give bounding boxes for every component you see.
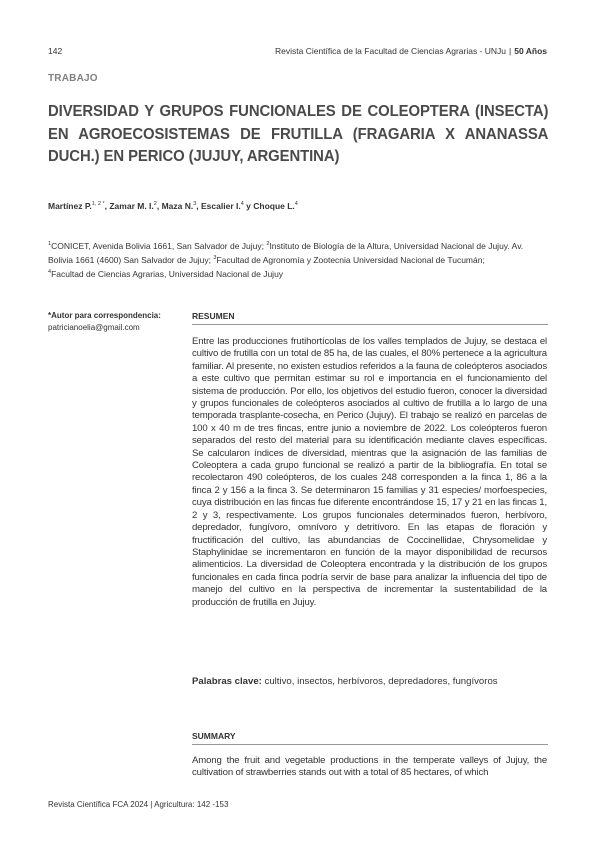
author-separator: y <box>243 201 254 211</box>
author-name: Maza N. <box>161 201 194 211</box>
running-header <box>275 46 547 56</box>
affiliation-mark: 4 <box>48 268 52 275</box>
footer-journal: Revista Científica FCA 2024 <box>48 800 149 809</box>
affiliation-mark: 3 <box>213 254 217 261</box>
affiliation-text: Instituto de Biología de la Altura, Universidad Nacional de Jujuy. Av. Bolivia 1661 (4600) San Salvador de Jujuy; <box>48 240 524 265</box>
keywords-text: cultivo, insectos, herbívoros, depredadores, fungívoros <box>261 676 498 687</box>
affiliations <box>48 238 548 279</box>
author-name: Zamar M. I. <box>109 201 154 211</box>
affiliation-text: Facultad de Agronomía y Zootecnia Universidad Nacional de Tucumán; <box>216 254 485 265</box>
author-affiliation-mark: 1, 2 * <box>91 201 105 208</box>
keywords-line <box>192 676 548 687</box>
author-separator: , <box>196 201 202 211</box>
author-separator: , <box>104 201 110 211</box>
abstract-heading: RESUMEN <box>192 311 235 321</box>
author-affiliation-mark: 2 <box>153 201 157 208</box>
author-affiliation-mark: 4 <box>294 201 298 208</box>
abstract-divider <box>192 324 548 325</box>
author-affiliation-mark: 4 <box>240 201 244 208</box>
page-footer <box>48 800 228 809</box>
summary-body: Among the fruit and vegetable productions in the temperate valleys of Jujuy, the cultivation of strawberries stands out with a total of 85 hectares, of which <box>192 755 547 779</box>
author-name: Escalier I. <box>201 201 241 211</box>
journal-name: Revista Científica de la Facultad de Ciencias Agrarias - UNJu <box>274 46 507 56</box>
author-list <box>48 201 298 211</box>
summary-heading: SUMMARY <box>192 731 236 741</box>
section-label: TRABAJO <box>48 73 98 84</box>
affiliation-mark: 1 <box>48 241 52 247</box>
summary-divider <box>192 744 548 745</box>
affiliation-mark: 2 <box>266 241 270 247</box>
anniversary-label: 50 Años <box>514 46 547 56</box>
affiliation-text: Facultad de Ciencias Agrarias, Universidad Nacional de Jujuy <box>51 268 284 279</box>
footer-volume: Agricultura: 142 -153 <box>154 800 229 809</box>
author-name: Martínez P. <box>48 201 92 211</box>
page-number: 142 <box>48 46 63 56</box>
header-separator: | <box>509 46 512 56</box>
abstract-body: Entre las producciones frutihortícolas de los valles templados de Jujuy, se destaca el cultivo de frutilla con un total de 85 ha, de las cuales, el 80% pertenece a la agricultura familiar. Al presente, no existen estudios referidos a la fauna de coleópteros asociados a este cultivo que permitan estimar su rol e importancia en el funcionamiento del sistema de producción. Por ello, los objetivos del estudio fueron, conocer la diversidad y grupos funcionales de coleópteros asociados al cultivo de frutilla a lo largo de una temporada trasplante-cosecha, en Perico (Jujuy). El trabajo se realizó en parcelas de 100 x 40 m de tres fincas, entre junio a noviembre de 2022. Los coleópteros fueron separados del resto del material para su identificación mediante claves específicas. Se calcularon índices de diversidad, mientras que la asignación de las familias de Coleoptera a cada grupo funcional se realizó a partir de la bibliografía. En total se recolectaron 490 coleópteros, de los cuales 248 corresponden a la finca 1, 86 a la finca 2 y 156 a la finca 3. Se determinaron 15 familias y 31 especies/ morfoespecies, cuya distribución en las fincas fue diferente encontrándose 15, 17 y 21 en las fincas 1, 2 y 3, respectivamente. Los grupos funcionales determinados fueron, herbívoro, depredador, fungívoro, omnívoro y detritívoro. En las etapas de floración y fructificación del cultivo, las abundancias de Coccinellidae, Chrysomelidae y Staphylinidae se incrementaron en función de la mayor disponibilidad de recursos alimenticios. La diversidad de Coleoptera encontrada y la distribución de los grupos funcionales en cada finca podría servir de base para analizar la influencia del tipo de manejo del cultivo en la perspectiva de incrementar la sustentabilidad de la producción de frutilla en Jujuy. <box>192 336 547 608</box>
keywords-label: Palabras clave: <box>192 676 262 687</box>
author-separator: , <box>156 201 162 211</box>
author-affiliation-mark: 3 <box>193 201 197 208</box>
article-title: DIVERSIDAD Y GRUPOS FUNCIONALES DE COLEOPTERA (INSECTA) EN AGROECOSISTEMAS DE FRUTILLA (FRAGARIA X ANANASSA DUCH.) EN PERICO (JUJUY, ARGENTINA) <box>48 103 549 165</box>
affiliation-text: CONICET, Avenida Bolivia 1661, San Salvador de Jujuy; <box>51 240 267 251</box>
correspondence-block <box>48 310 188 334</box>
correspondence-email[interactable]: patricianoelia@gmail.com <box>48 323 140 332</box>
footer-separator: | <box>150 800 153 809</box>
correspondence-label: *Autor para correspondencia: <box>48 311 161 320</box>
author-name: Choque L. <box>253 201 295 211</box>
